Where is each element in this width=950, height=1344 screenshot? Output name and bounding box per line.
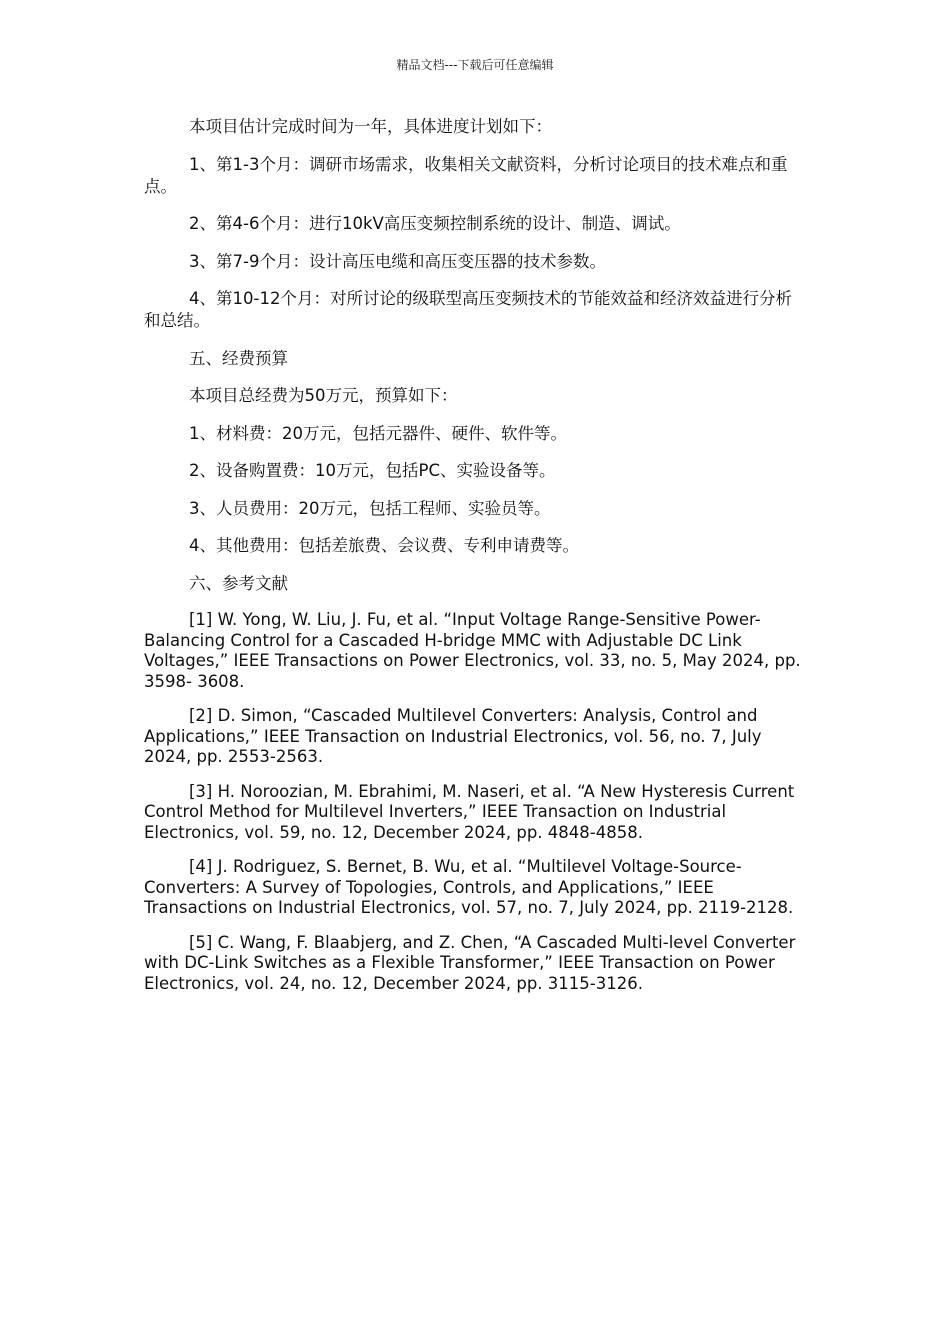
budget-item: 3、人员费用：20万元，包括工程师、实验员等。 [189,498,551,518]
budget-intro: 本项目总经费为50万元，预算如下： [189,386,458,405]
schedule-item: 4、第10-12个月：对所讨论的级联型高压变频技术的节能效益和经济效益进行分析和总结。 [144,289,792,330]
schedule-item: 1、第1-3个月：调研市场需求，收集相关文献资料，分析讨论项目的技术难点和重点。 [144,154,788,196]
references-heading: 六、参考文献 [189,573,288,593]
budget-item: 4、其他费用：包括差旅费、会议费、专利申请费等。 [189,536,579,555]
reference-item: [2] D. Simon, “Cascaded Multilevel Converters: Analysis, Control and Applications,” IEEE Transaction on Industrial Electronics, vol. 56, no. 7, July 2024, pp. 2553-2563. [144,706,762,766]
schedule-section [144,116,808,332]
reference-item: [3] H. Noroozian, M. Ebrahimi, M. Naseri, et al. “A New Hysteresis Current Control Method for Multilevel Inverters,” IEEE Transaction on Industrial Electronics, vol. 59, no. 12, December 2024, pp. 4848-4858. [144,781,795,842]
reference-item: [5] C. Wang, F. Blaabjerg, and Z. Chen, “A Cascaded Multi-level Converter with DC-Link Switches as a Flexible Transformer,” IEEE Transaction on Power Electronics, vol. 24, no. 12, December 2024, pp. 3115-3126. [144,932,796,993]
document-body [144,116,808,1008]
budget-heading: 五、经费预算 [189,348,288,368]
page-header-watermark: 精品文档---下载后可任意编辑 [396,58,554,72]
budget-item: 2、设备购置费：10万元，包括PC、实验设备等。 [189,461,556,480]
schedule-item: 3、第7-9个月：设计高压电缆和高压变压器的技术参数。 [189,251,606,271]
reference-item: [1] W. Yong, W. Liu, J. Fu, et al. “Input Voltage Range-Sensitive Power- Balancing Control for a Cascaded H-bridge MMC with Adjustable DC Link Voltages,” IEEE Transactions on Power Electronics, vol. 33, no. 5, May 2024, pp. 3598- 3608. [144,610,801,691]
schedule-item: 2、第4-6个月：进行10kV高压变频控制系统的设计、制造、调试。 [189,214,681,233]
schedule-intro: 本项目估计完成时间为一年，具体进度计划如下： [189,117,552,136]
budget-section [144,348,808,595]
reference-item: [4] J. Rodriguez, S. Bernet, B. Wu, et al. “Multilevel Voltage-Source-Converters: A Survey of Topologies, Controls, and Applications,” IEEE Transactions on Industrial Electronics, vol. 57, no. 7, July 2024, pp. 2119-2128. [144,857,794,917]
references-section [144,610,808,994]
budget-item: 1、材料费：20万元，包括元器件、硬件、软件等。 [189,423,567,443]
